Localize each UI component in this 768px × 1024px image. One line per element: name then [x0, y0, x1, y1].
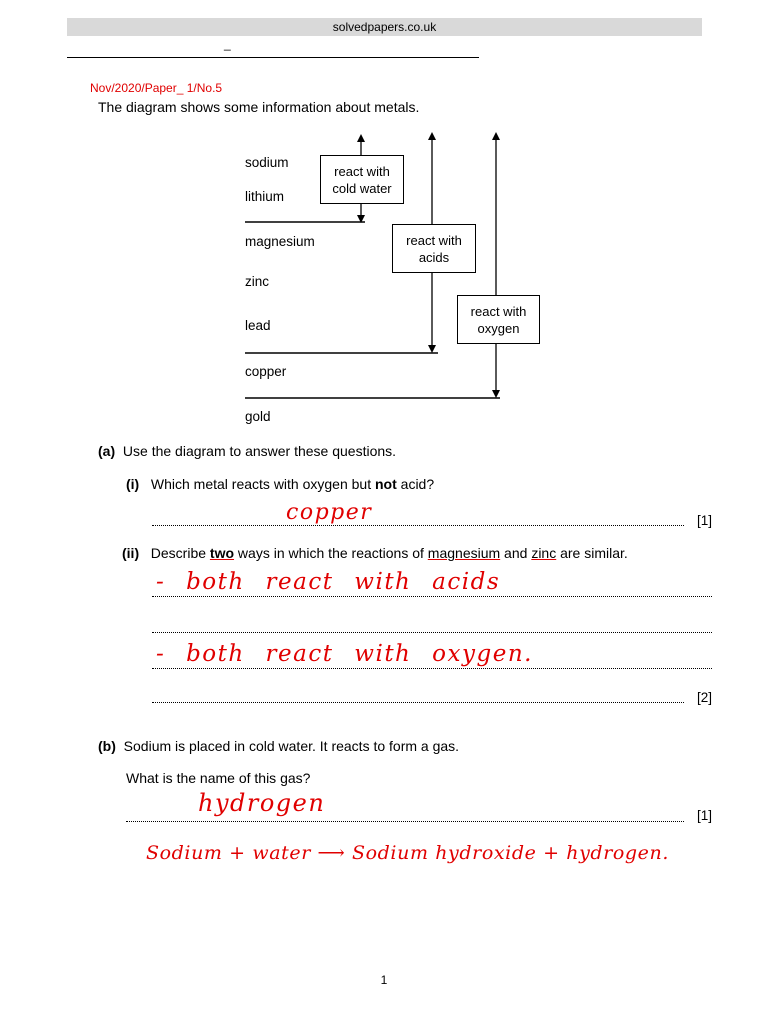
mark-a-ii: [2] [697, 690, 713, 705]
answer-line [152, 702, 684, 703]
part-b-label: (b) [98, 738, 116, 754]
answer-line [152, 632, 712, 633]
part-a-label: (a) [98, 443, 116, 459]
part-b [98, 738, 459, 754]
box-oxygen-line2: oxygen [477, 320, 520, 336]
answer-a-ii-1: - both react with acids [156, 569, 501, 595]
metal-zinc: zinc [245, 274, 270, 289]
box-acids-line1: react with [406, 232, 462, 248]
metal-sodium: sodium [245, 155, 289, 170]
box-cold-water-line2: cold water [332, 180, 392, 196]
metal-lead: lead [245, 318, 271, 333]
answer-b: hydrogen [198, 789, 326, 817]
question-a-ii-and: and [500, 545, 532, 561]
question-a-ii-bold: two [209, 545, 235, 561]
question-a-ii-label: (ii) [122, 545, 140, 561]
box-react-acids [392, 224, 476, 273]
header-underscore: _ [224, 37, 231, 51]
question-a-i-text-end: acid? [396, 476, 435, 492]
intro-text: The diagram shows some information about metals. [98, 99, 420, 115]
metal-magnesium: magnesium [245, 234, 315, 249]
part-b-text: Sodium is placed in cold water. It reacts to form a gas. [123, 738, 460, 754]
part-b-question: What is the name of this gas? [126, 770, 311, 786]
page-number: 1 [380, 973, 388, 987]
answer-line [152, 596, 712, 597]
question-a-ii [122, 545, 628, 561]
answer-line [152, 525, 684, 526]
question-a-ii-text-end: are similar. [556, 545, 628, 561]
question-a-ii-zinc: zinc [531, 545, 557, 561]
answer-line [152, 668, 712, 669]
question-a-ii-magnesium: magnesium [427, 545, 501, 561]
question-a-ii-text: Describe [150, 545, 210, 561]
word-equation: Sodium + water ⟶ Sodium hydroxide + hydrogen. [146, 842, 669, 864]
box-acids-line2: acids [418, 249, 450, 265]
box-react-oxygen [457, 295, 540, 344]
box-react-cold-water [320, 155, 404, 204]
metal-gold: gold [245, 409, 271, 424]
answer-line [126, 821, 684, 822]
metal-lithium: lithium [245, 189, 285, 204]
metals-diagram [0, 0, 768, 440]
question-a-i [126, 476, 434, 492]
site-header: solvedpapers.co.uk [67, 18, 702, 36]
question-a-i-bold: not [375, 476, 397, 492]
part-a [98, 443, 396, 459]
question-a-i-label: (i) [126, 476, 140, 492]
answer-a-ii-2: - both react with oxygen. [156, 641, 533, 667]
box-cold-water-line1: react with [334, 163, 390, 179]
question-a-ii-text-mid: ways in which the reactions of [234, 545, 428, 561]
question-a-i-text: Which metal reacts with oxygen but [150, 476, 375, 492]
mark-a-i: [1] [697, 513, 713, 528]
box-oxygen-line1: react with [470, 303, 527, 319]
answer-a-i: copper [286, 500, 373, 525]
question-reference: Nov/2020/Paper_ 1/No.5 [90, 81, 223, 95]
part-a-text: Use the diagram to answer these questions. [122, 443, 397, 459]
mark-b: [1] [697, 808, 713, 823]
metal-copper: copper [245, 364, 287, 379]
